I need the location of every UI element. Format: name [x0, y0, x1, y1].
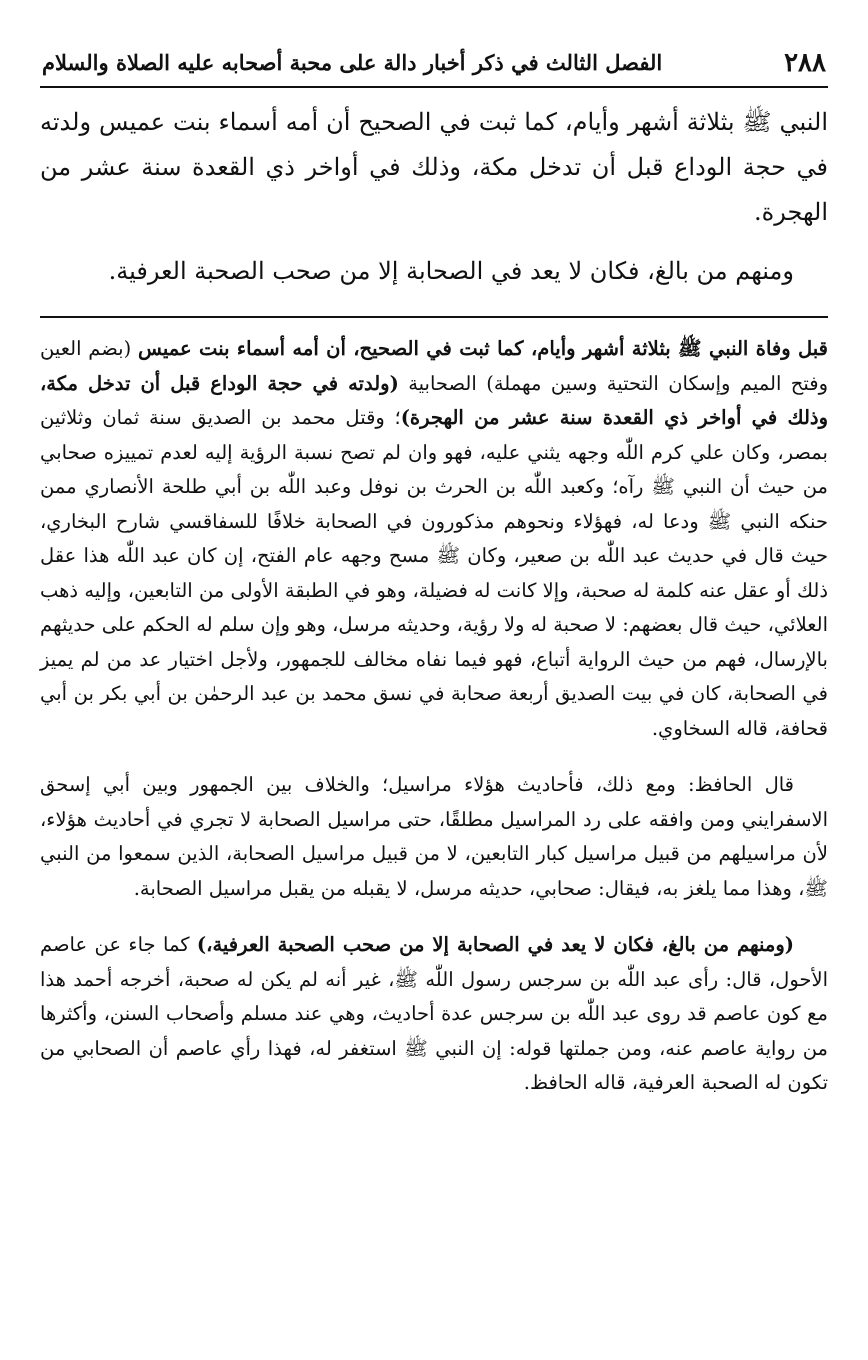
commentary-paragraph-3: [40, 928, 828, 1101]
page-header: [40, 48, 828, 88]
commentary-paragraph-1: [40, 332, 828, 746]
quoted-text: قبل وفاة النبي ﷺ بثلاثة أشهر وأيام، كما ثبت في الصحيح، أن أمه أسماء بنت عميس: [138, 337, 828, 360]
main-text: [40, 88, 828, 294]
commentary: [40, 318, 828, 1101]
page-number: ٢٨٨: [784, 48, 826, 78]
main-paragraph-2: ومنهم من بالغ، فكان لا يعد في الصحابة إلا من صحب الصحبة العرفية.: [108, 257, 794, 285]
commentary-text: (بضم العين وفتح الميم وإسكان التحتية وسين مهملة) الصحابية: [40, 337, 828, 395]
commentary-text: ؛ وقتل محمد بن الصديق سنة ثمان وثلاثين بمصر، وكان علي كرم اللّٰه وجهه يثني عليه، فهو وان لم تصح نسبة الرؤية إليه لعدم تمييزه صحابي من حيث أن النبي ﷺ رآه؛ وكعبد اللّٰه بن الحرث بن نوفل وعبد اللّٰه بن أبي طلحة الأنصاري ممن حنكه النبي ﷺ ودعا له، فهؤلاء ونحوهم مذكورون في الصحابة خلافًا للسفاقسي شارح البخاري، حيث قال في حديث عبد اللّٰه بن صعير، وكان ﷺ مسح وجهه عام الفتح، إن كان عبد اللّٰه هذا عقل ذلك أو عقل عنه كلمة له صحبة، وإلا كانت له فضيلة، وهو في الطبقة الأولى من التابعين، وإليه ذهب العلائي، حيث قال بعضهم: لا صحبة له ولا رؤية، وحديثه مرسل، وهو وإن سلم له الحكم على حديثهم بالإرسال، فهم من حيث الرواية أتباع، فهو فيما نفاه مخالف للجمهور، ولأجل اختيار عد من لم يميز في الصحابة، كان في بيت الصديق أربعة صحابة في نسق محمد بن عبد الرحمٰن بن أبي بكر بن أبي قحافة، قاله السخاوي.: [40, 406, 828, 740]
commentary-text: كما جاء عن عاصم الأحول، قال: رأى عبد اللّٰه بن سرجس رسول اللّٰه ﷺ، غير أنه لم يكن له صحبة، أخرجه أحمد هذا مع كون عاصم قد روى عبد اللّٰه بن سرجس عدة أحاديث، وهي عند مسلم وأصحاب السنن، وأكثرها من رواية عاصم عنه، ومن جملتها قوله: إن النبي ﷺ استغفر له، فهذا رأي عاصم أن الصحابي من تكون له الصحبة العرفية، قاله الحافظ.: [40, 933, 828, 1094]
main-paragraph-1: النبي ﷺ بثلاثة أشهر وأيام، كما ثبت في الصحيح أن أمه أسماء بنت عميس ولدته في حجة الوداع قبل أن تدخل مكة، وذلك في أواخر ذي القعدة سنة عشر من الهجرة.: [40, 108, 829, 226]
quoted-text: (ومنهم من بالغ، فكان لا يعد في الصحابة إلا من صحب الصحبة العرفية،): [196, 933, 794, 956]
quoted-text: (ولدته في حجة الوداع قبل أن تدخل مكة، وذلك في أواخر ذي القعدة سنة عشر من الهجرة): [40, 371, 828, 429]
chapter-title: الفصل الثالث في ذكر أخبار دالة على محبة أصحابه عليه الصلاة والسلام: [42, 50, 663, 75]
commentary-paragraph-2: قال الحافظ: ومع ذلك، فأحاديث هؤلاء مراسيل؛ والخلاف بين الجمهور وبين أبي إسحق الاسفرايني ومن وافقه على رد المراسيل مطلقًا، حتى مراسيل الصحابة لا تجري في أحاديث هؤلاء، لأن مراسيلهم من قبيل مراسيل كبار التابعين، لا من قبيل مراسيل الصحابة، الذين سمعوا من النبي ﷺ، وهذا مما يلغز به، فيقال: صحابي، حديثه مرسل، لا يقبله من يقبل مراسيل الصحابة.: [40, 773, 828, 900]
